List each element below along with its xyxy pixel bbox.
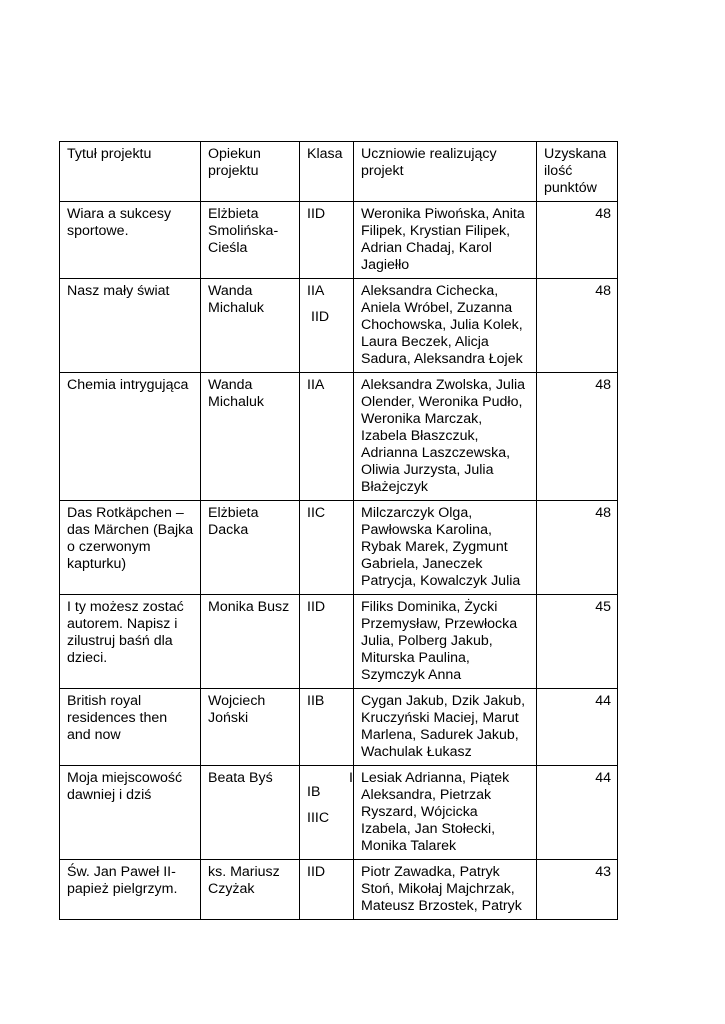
project-class [300, 595, 354, 689]
project-students: Lesiak Adrianna, Piątek Aleksandra, Pietrzak Ryszard, Wójcicka Izabela, Jan Stołecki, Monika Talarek [354, 766, 537, 860]
class-value: IIA [307, 283, 325, 299]
project-class [300, 860, 354, 920]
project-title: Wiara a sukcesy sportowe. [60, 202, 201, 279]
table-header-row [60, 142, 618, 202]
project-points: 45 [537, 595, 618, 689]
project-class [300, 501, 354, 595]
project-points: 48 [537, 501, 618, 595]
table-row [60, 279, 618, 373]
project-title: Św. Jan Paweł II- papież pielgrzym. [60, 860, 201, 920]
project-title: Moja miejscowość dawniej i dziś [60, 766, 201, 860]
project-title: Das Rotkäpchen – das Märchen (Bajka o czerwonym kapturku) [60, 501, 201, 595]
project-students: Weronika Piwońska, Anita Filipek, Krystian Filipek, Adrian Chadaj, Karol Jagiełło [354, 202, 537, 279]
project-points: 44 [537, 689, 618, 766]
project-class [300, 689, 354, 766]
class-value: IIA [307, 377, 325, 393]
table-row [60, 860, 618, 920]
project-tutor: Elżbieta Dacka [201, 501, 300, 595]
project-tutor: Wanda Michaluk [201, 373, 300, 501]
table-row [60, 501, 618, 595]
project-students: Aleksandra Cichecka, Aniela Wróbel, Zuzanna Chochowska, Julia Kolek, Laura Beczek, Alicja Sadura, Aleksandra Łojek [354, 279, 537, 373]
header-title: Tytuł projektu [60, 142, 201, 202]
project-tutor: Elżbieta Smolińska-Cieśla [201, 202, 300, 279]
project-students: Filiks Dominika, Życki Przemysław, Przewłocka Julia, Polberg Jakub, Miturska Paulina, Szymczyk Anna [354, 595, 537, 689]
class-value: IIB [307, 693, 325, 709]
project-points: 48 [537, 279, 618, 373]
table-row [60, 766, 618, 860]
table-row [60, 689, 618, 766]
header-class: Klasa [300, 142, 354, 202]
projects-table [59, 141, 618, 920]
project-class [300, 202, 354, 279]
project-title: Nasz mały świat [60, 279, 201, 373]
project-title: Chemia intrygująca [60, 373, 201, 501]
project-students: Aleksandra Zwolska, Julia Olender, Weronika Pudło, Weronika Marczak, Izabela Błaszczuk, Adrianna Laszczewska, Oliwia Jurzysta, Julia Błażejczyk [354, 373, 537, 501]
project-students: Milczarczyk Olga, Pawłowska Karolina, Rybak Marek, Zygmunt Gabriela, Janeczek Patrycja, Kowalczyk Julia [354, 501, 537, 595]
project-students: Cygan Jakub, Dzik Jakub, Kruczyński Maciej, Marut Marlena, Sadurek Jakub, Wachulak Łukasz [354, 689, 537, 766]
header-students: Uczniowie realizujący projekt [354, 142, 537, 202]
project-title: British royal residences then and now [60, 689, 201, 766]
project-tutor: Monika Busz [201, 595, 300, 689]
project-class [300, 373, 354, 501]
project-points: 48 [537, 202, 618, 279]
table-row [60, 202, 618, 279]
project-tutor: ks. Mariusz Czyżak [201, 860, 300, 920]
class-value-second: IIIC [307, 810, 330, 826]
project-students: Piotr Zawadka, Patryk Stoń, Mikołaj Majchrzak, Mateusz Brzostek, Patryk [354, 860, 537, 920]
project-class [300, 279, 354, 373]
class-value: IID [307, 206, 326, 222]
project-title: I ty możesz zostać autorem. Napisz i zilustruj baśń dla dzieci. [60, 595, 201, 689]
project-tutor: Wanda Michaluk [201, 279, 300, 373]
class-value: IID [307, 864, 326, 880]
class-value-top: I [349, 770, 353, 786]
project-points: 48 [537, 373, 618, 501]
class-value: IIC [307, 505, 326, 521]
project-points: 44 [537, 766, 618, 860]
project-points: 43 [537, 860, 618, 920]
project-tutor: Beata Byś [201, 766, 300, 860]
header-tutor: Opiekun projektu [201, 142, 300, 202]
class-value: IB [307, 784, 321, 800]
class-value: IID [307, 599, 326, 615]
table-row [60, 595, 618, 689]
project-class [300, 766, 354, 860]
header-points: Uzyskana ilość punktów [537, 142, 618, 202]
class-value-second: IID [311, 309, 330, 325]
table-row [60, 373, 618, 501]
project-tutor: Wojciech Joński [201, 689, 300, 766]
